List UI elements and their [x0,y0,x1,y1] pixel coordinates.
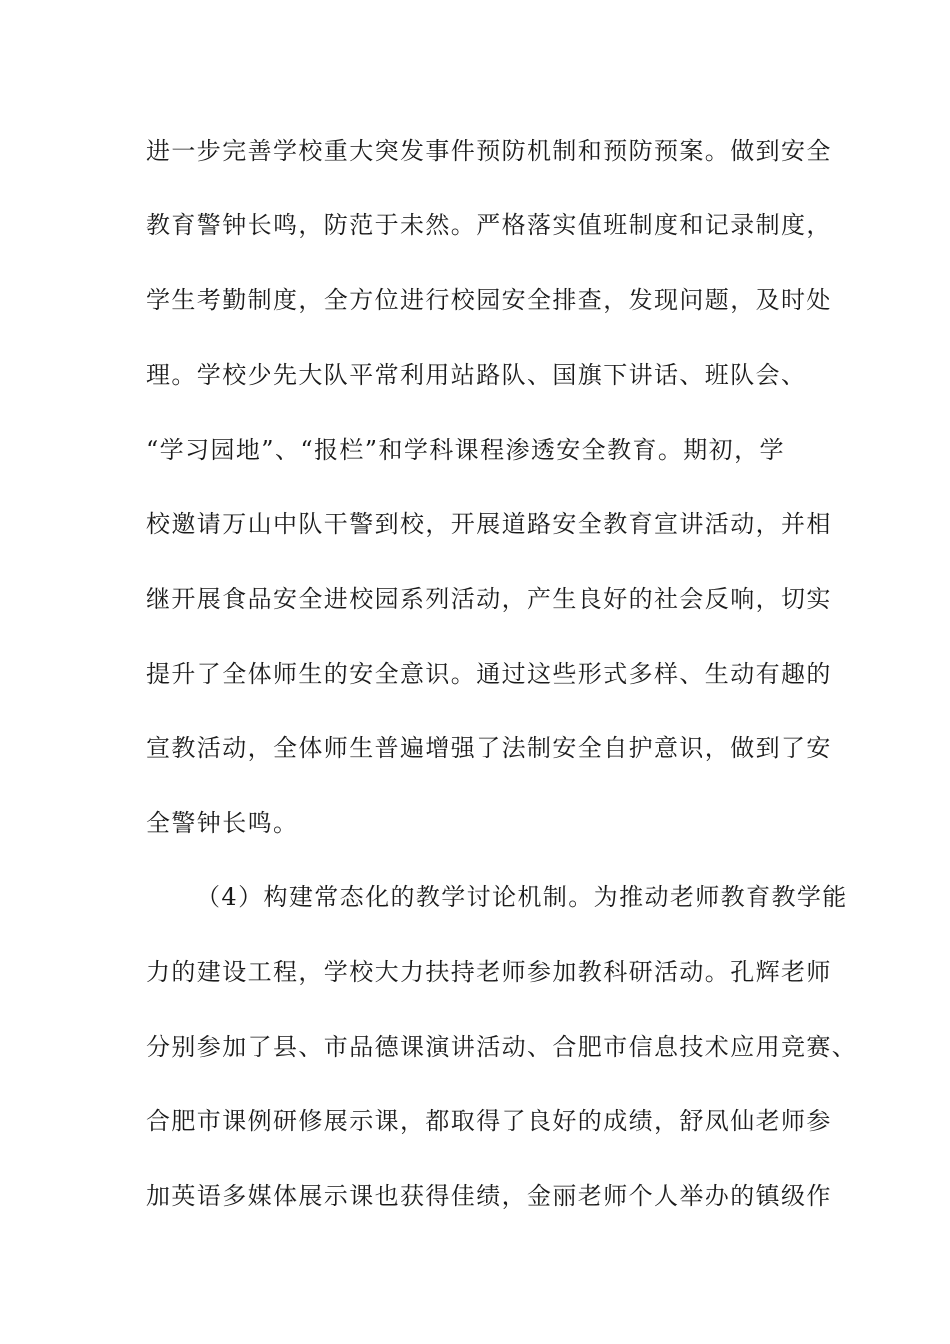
text-line: 全警钟长鸣。 [146,809,299,837]
text-line: 教育警钟长鸣，防范于未然。严格落实值班制度和记录制度， [146,211,832,239]
text-line: 继开展食品安全进校园系列活动，产生良好的社会反响，切实 [146,585,832,613]
text-line: 校邀请万山中队干警到校，开展道路安全教育宣讲活动，并相 [146,510,832,538]
paragraph-start-line: （4）构建常态化的教学讨论机制。为推动老师教育教学能 [196,883,848,911]
text-line: 理。学校少先大队平常利用站路队、国旗下讲话、班队会、 [146,361,807,389]
text-line: 进一步完善学校重大突发事件预防机制和预防预案。做到安全 [146,137,832,165]
text-line: 提升了全体师生的安全意识。通过这些形式多样、生动有趣的 [146,660,832,688]
text-line: 宣教活动，全体师生普遍增强了法制安全自护意识，做到了安 [146,734,832,762]
text-line: 力的建设工程，学校大力扶持老师参加教科研活动。孔辉老师 [146,958,832,986]
text-line: 分别参加了县、市品德课演讲活动、合肥市信息技术应用竞赛、 [146,1033,858,1061]
text-line: 合肥市课例研修展示课，都取得了良好的成绩，舒凤仙老师参 [146,1107,832,1135]
text-line: 学生考勤制度，全方位进行校园安全排查，发现问题，及时处 [146,286,832,314]
text-line: 加英语多媒体展示课也获得佳绩，金丽老师个人举办的镇级作 [146,1182,832,1210]
text-line: “学习园地”、“报栏”和学科课程渗透安全教育。期初，学 [146,436,785,464]
